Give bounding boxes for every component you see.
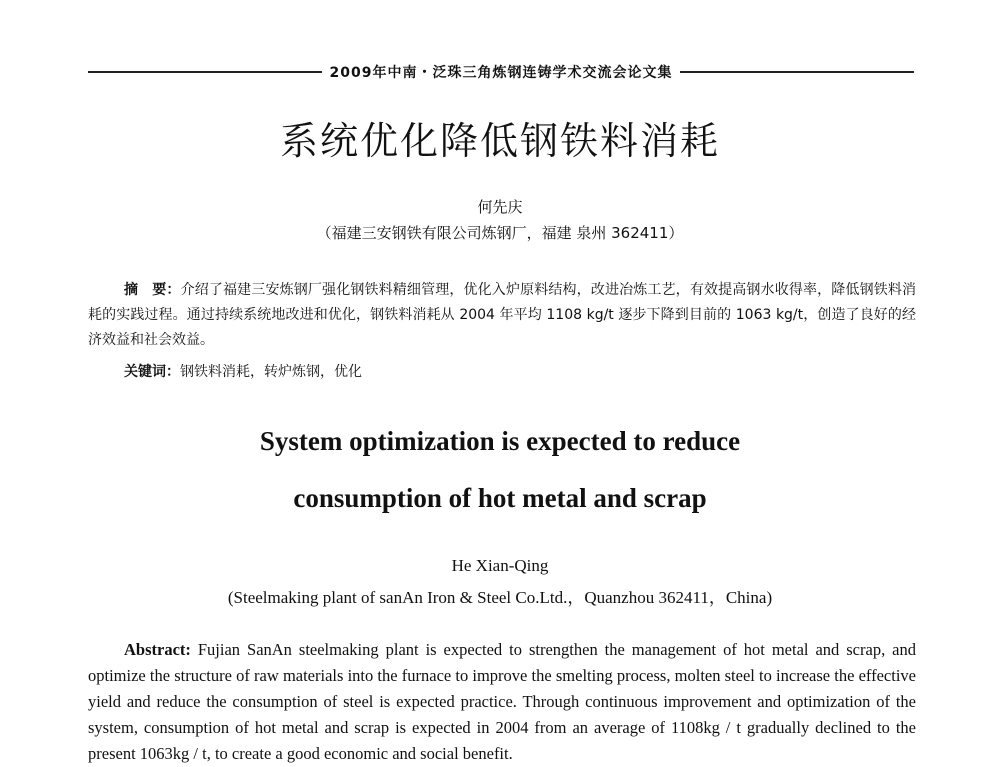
chinese-keywords	[124, 360, 914, 385]
running-header-title: 2009年中南・泛珠三角炼钢连铸学术交流会论文集	[329, 65, 673, 81]
english-title-line-1: System optimization is expected to reduce	[259, 426, 741, 456]
english-abstract-label: Abstract:	[124, 640, 191, 659]
chinese-abstract-label: 摘 要：	[124, 282, 181, 298]
chinese-keywords-text: 钢铁料消耗，转炉炼钢，优化	[180, 364, 362, 380]
chinese-abstract	[88, 278, 916, 353]
english-abstract-text: Fujian SanAn steelmaking plant is expected to strengthen the management of hot metal and scrap, and optimize the structure of raw materials into the furnace to improve the smelting process, molten steel to increase the effective yield and reduce the consumption of steel is expected practice. Through continuous improvement and optimization of the system, consumption of hot metal and scrap is expected in 2004 from an average of 1108kg / t gradually declined to the present 1063kg / t, to create a good economic and social benefit.	[88, 640, 916, 763]
chinese-title: 系统优化降低钢铁料消耗	[279, 119, 720, 163]
header-rule-right	[680, 71, 914, 73]
english-affiliation: (Steelmaking plant of sanAn Iron & Steel Co.Ltd.，Quanzhou 362411，China)	[227, 588, 773, 607]
chinese-keywords-label: 关键词：	[124, 364, 180, 380]
english-abstract	[88, 637, 916, 767]
english-title-line-2: consumption of hot metal and scrap	[293, 483, 707, 513]
header-rule-left	[88, 71, 322, 73]
english-author: He Xian-Qing	[451, 556, 549, 575]
chinese-author: 何先庆	[477, 198, 523, 216]
running-header	[88, 62, 914, 82]
chinese-affiliation: （福建三安钢铁有限公司炼钢厂，福建 泉州 362411）	[316, 224, 684, 242]
chinese-abstract-text: 介绍了福建三安炼钢厂强化钢铁料精细管理，优化入炉原料结构，改进冶炼工艺，有效提高钢水收得率，降低钢铁料消耗的实践过程。通过持续系统地改进和优化，钢铁料消耗从 2004 年平均 1108 kg/t 逐步下降到目前的 1063 kg/t，创造了良好的经济效益和社会效益。	[88, 282, 917, 348]
